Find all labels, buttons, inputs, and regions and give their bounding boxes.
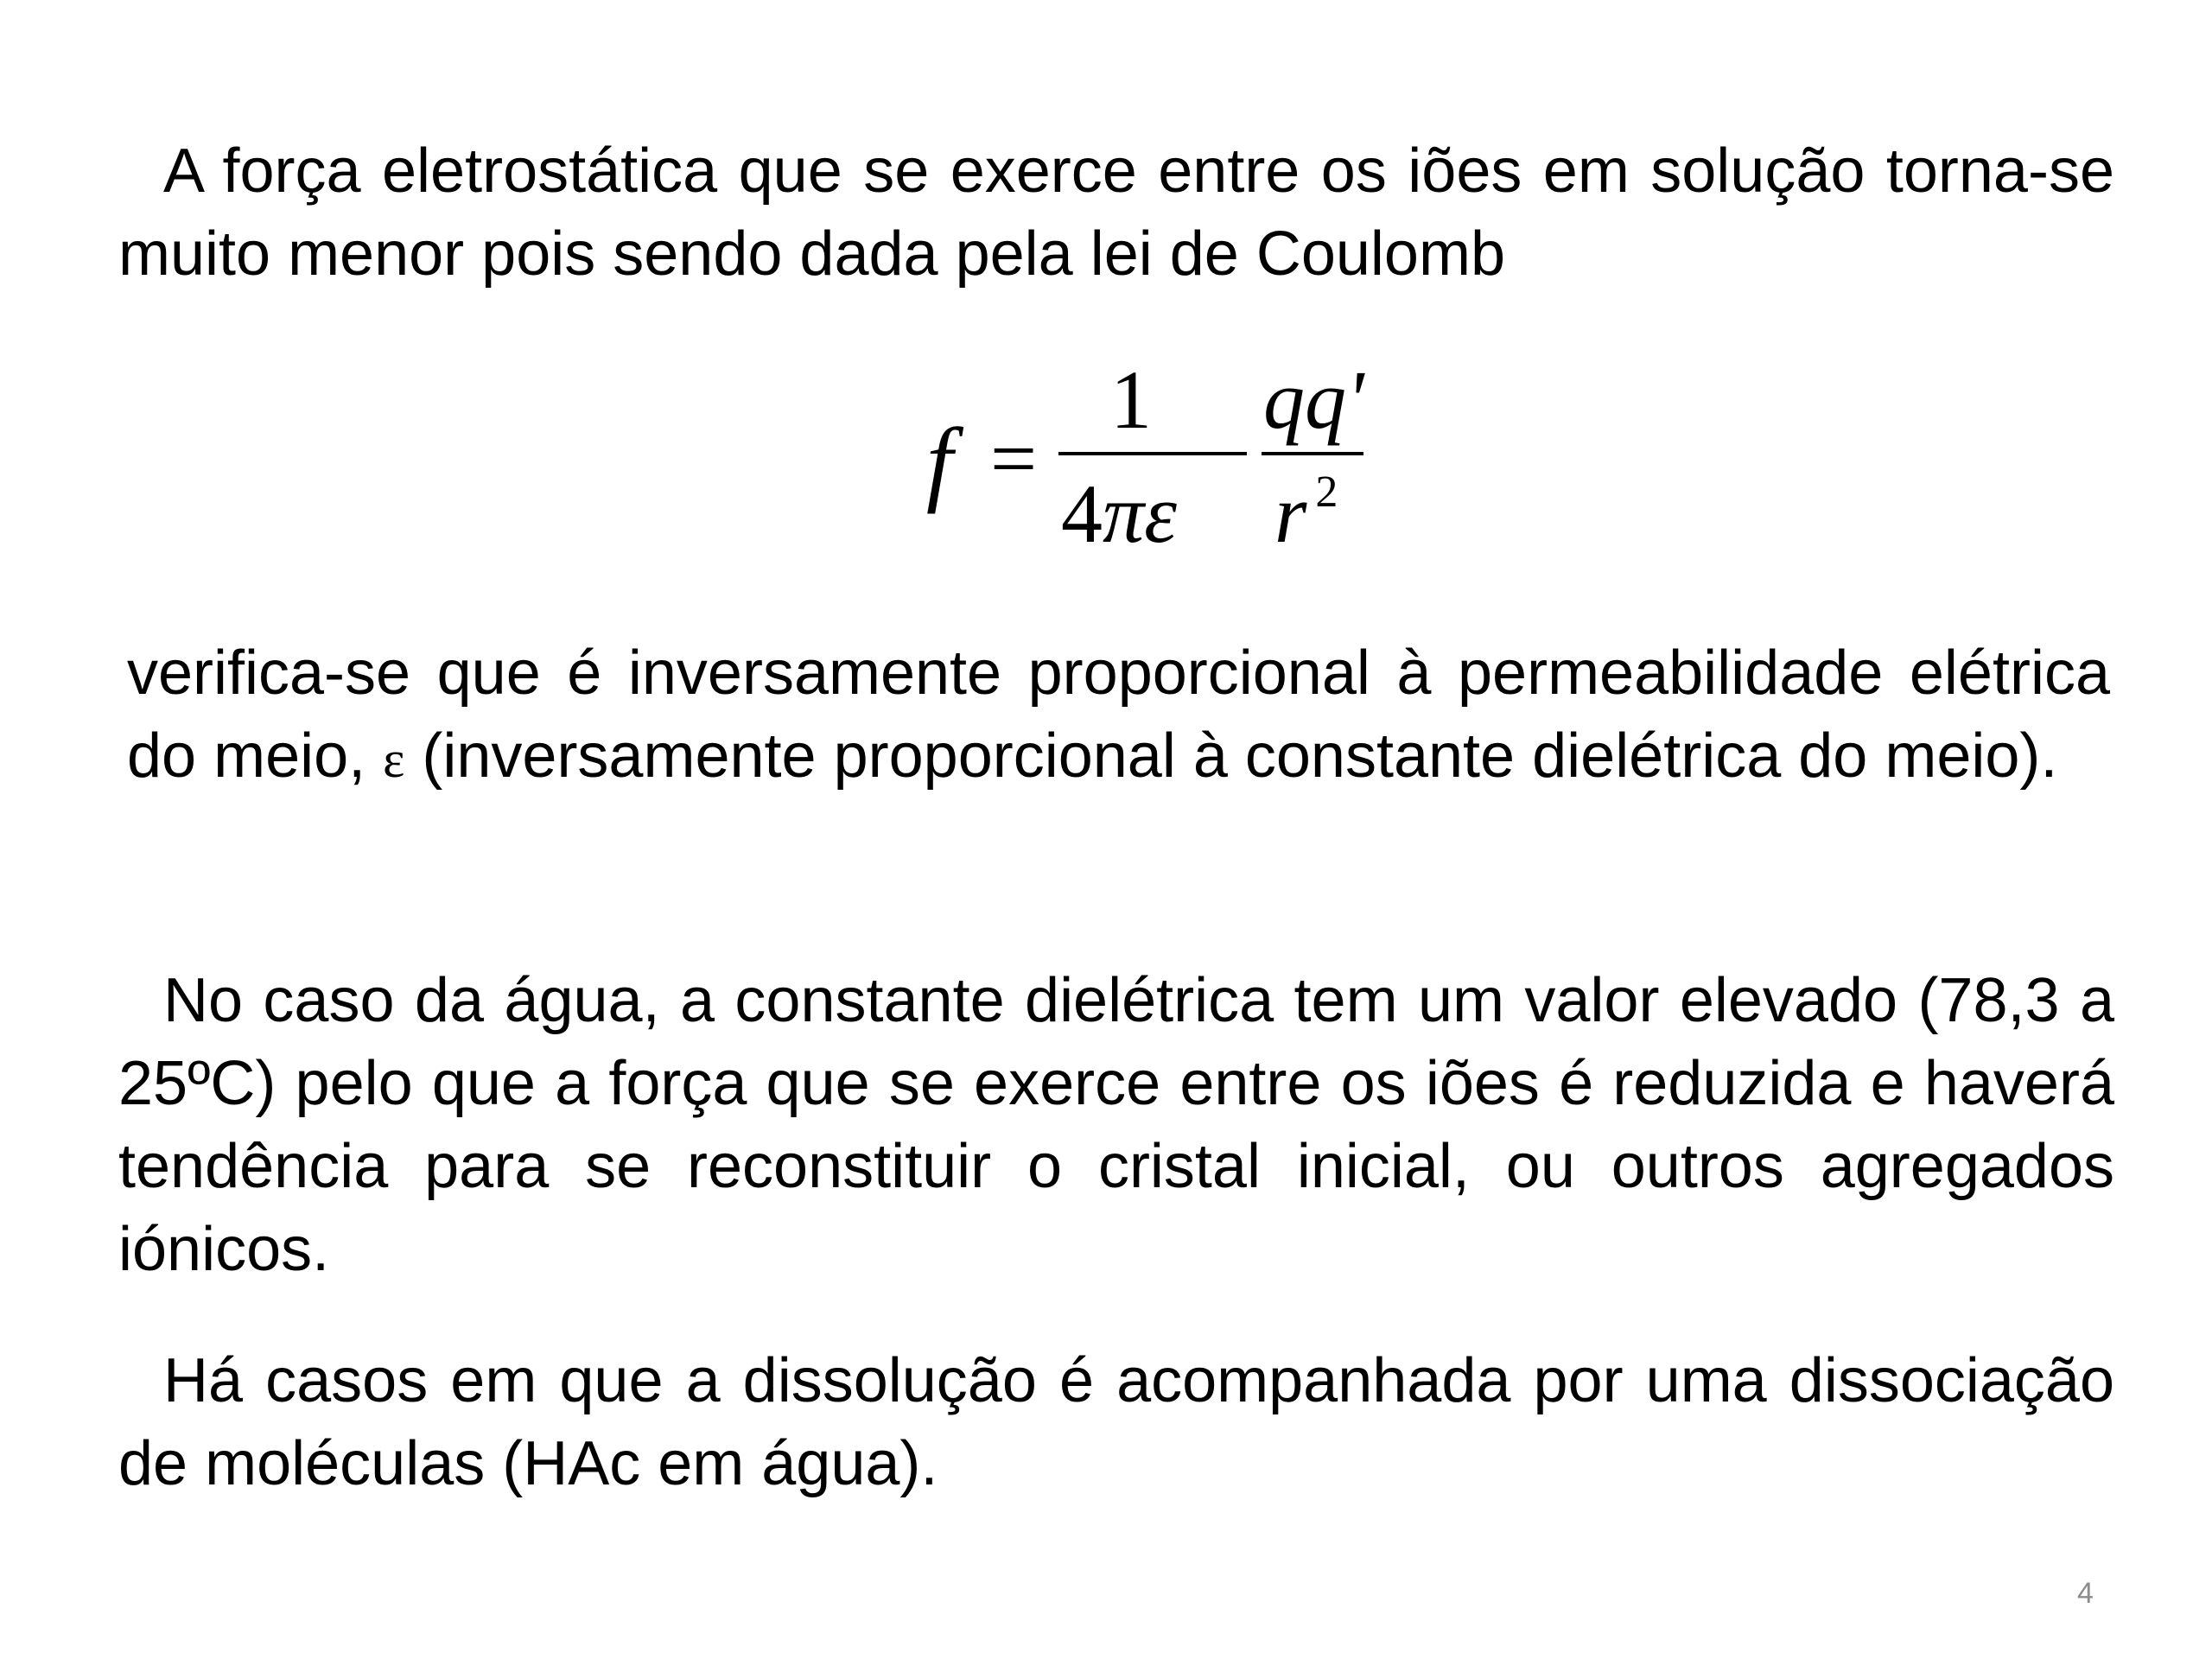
coulomb-law-equation <box>916 350 1364 560</box>
paragraph-coulomb-intro: A força eletrostática que se exerce entre os iões em solução torna-se muito menor pois sendo dada pela lei de Coulomb <box>118 137 2114 289</box>
fraction1-denominator-coefficient: 4 <box>1061 467 1103 560</box>
epsilon-symbol: ε <box>383 731 405 788</box>
page-number: 4 <box>2077 1577 2094 1610</box>
equation-force-symbol: f <box>926 409 953 514</box>
fraction2-denominator-base: r <box>1274 467 1307 560</box>
fraction2-denominator <box>1274 466 1338 562</box>
equation-equals-sign: = <box>990 412 1038 505</box>
fraction2-bar <box>1262 452 1363 455</box>
fraction1-bar <box>1058 452 1247 455</box>
fraction1-numerator: 1 <box>1110 353 1152 446</box>
paragraph-permeability-text-after: (inversamente proporcional à constante dielétrica do meio). <box>422 721 2058 791</box>
fraction2-numerator: qq' <box>1263 353 1364 446</box>
paragraph-permeability-text-before: verifica-se que é inversamente proporcional à permeabilidade elétrica do meio, <box>127 639 2110 791</box>
paragraph-water-dielectric: No caso da água, a constante dielétrica tem um valor elevado (78,3 a 25ºC) pelo que a força que se exerce entre os iões é reduzida e haverá tendência para se reconstituir o cristal inicial, ou outros agregados iónicos. <box>118 966 2114 1284</box>
fraction1-denominator <box>1061 466 1177 562</box>
fraction2-denominator-exponent: 2 <box>1315 467 1338 517</box>
paragraph-permeability <box>127 632 2110 801</box>
paragraph-dissociation: Há casos em que a dissolução é acompanhada por uma dissociação de moléculas (HAc em água). <box>118 1346 2114 1498</box>
fraction1-denominator-symbols: πε <box>1103 467 1177 560</box>
